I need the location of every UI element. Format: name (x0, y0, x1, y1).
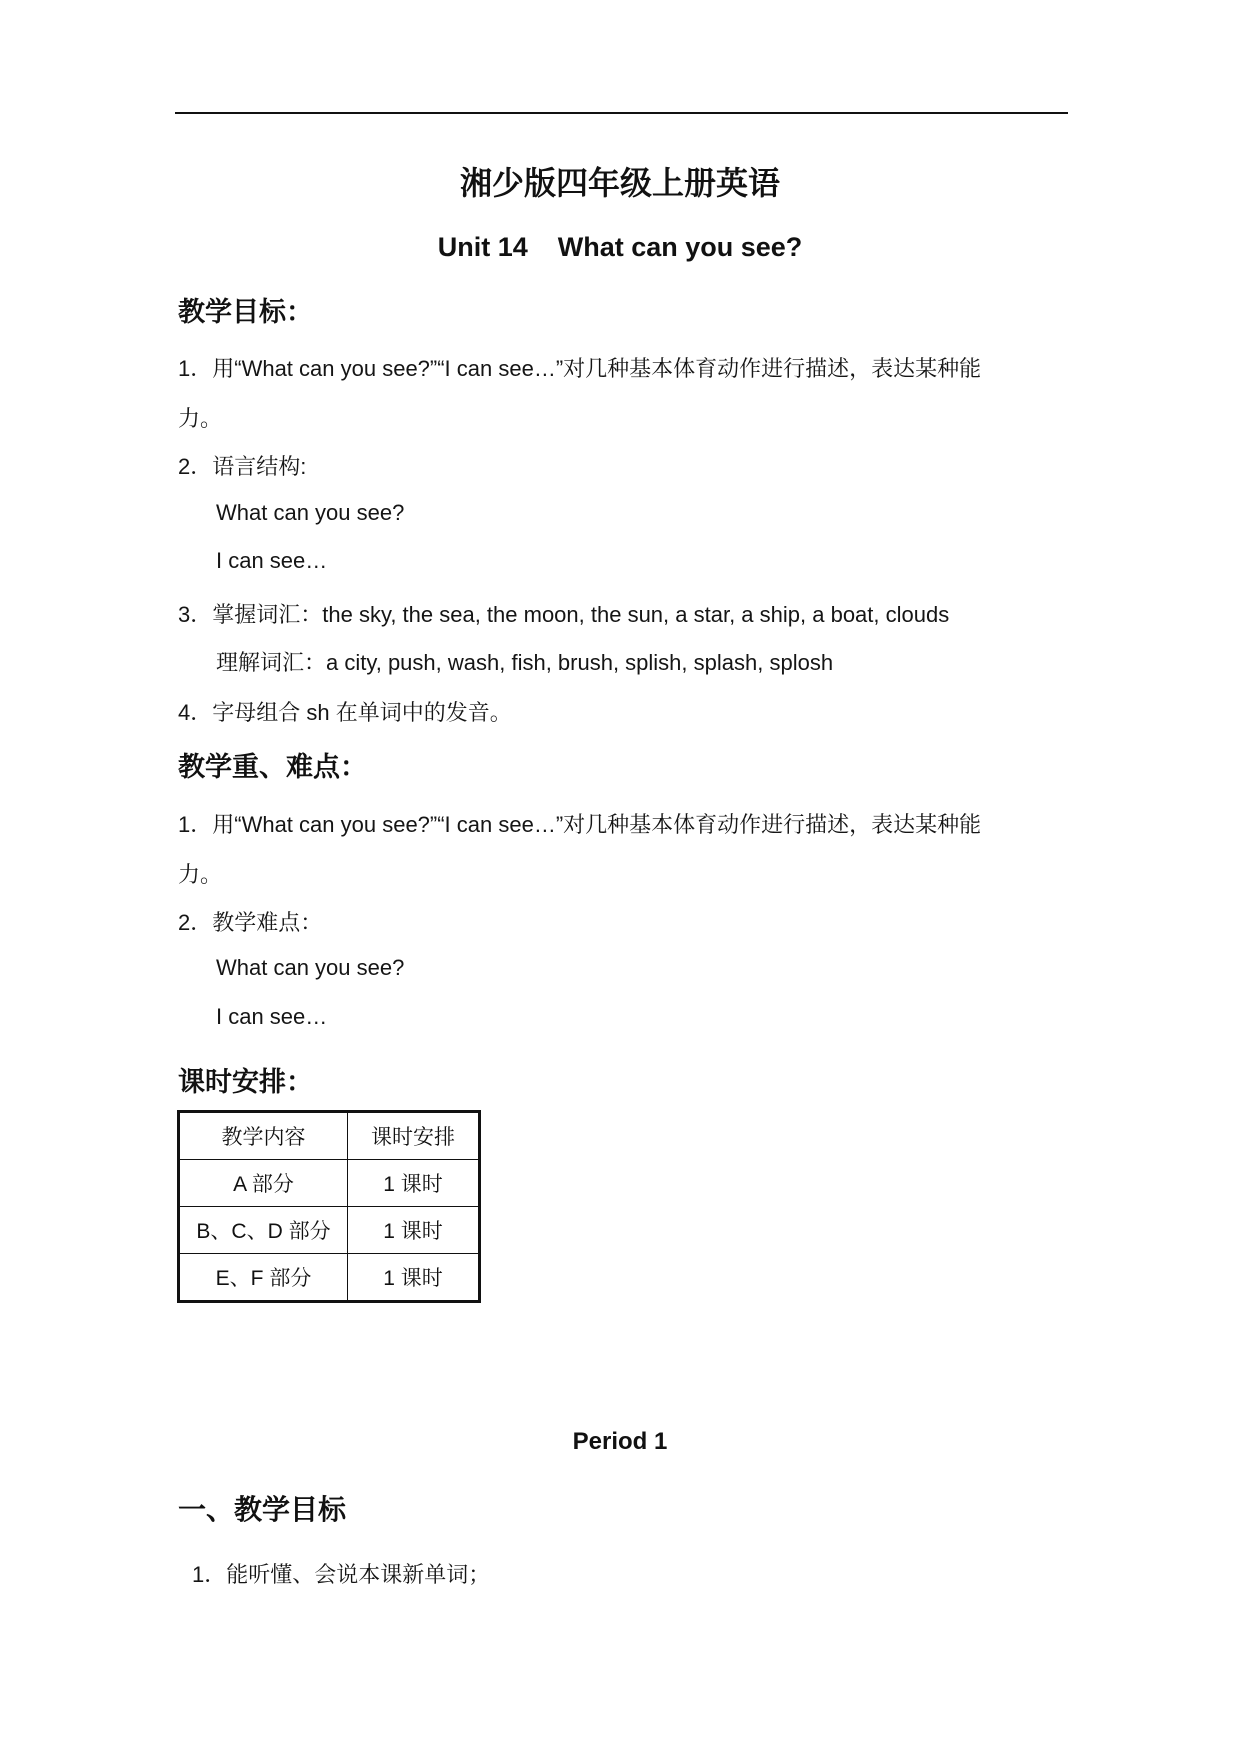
period-item-1: 1．能听懂、会说本课新单词； (192, 1562, 491, 1587)
key-points-heading: 教学重、难点： (178, 752, 367, 783)
header-rule (175, 112, 1068, 114)
key-point-item-1 (178, 808, 981, 839)
schedule-table (177, 1110, 481, 1303)
table-cell: A 部分 (179, 1160, 348, 1207)
key-point-item-2-sub1: What can you see? (216, 955, 405, 980)
unit-number: Unit 14 (437, 232, 528, 262)
unit-heading (0, 232, 1240, 263)
table-row (179, 1160, 480, 1207)
objective-item-4 (178, 696, 512, 727)
objective-item-2 (178, 450, 306, 481)
objective-item-1-text: 用“What can you see?”“I can see…”对几种基本体育动作进行描述，表达某种能 (212, 356, 982, 381)
table-header-cell: 课时安排 (348, 1112, 480, 1160)
key-point-item-2-sub2: I can see… (216, 1004, 328, 1029)
objective-item-1-cont: 力。 (178, 406, 223, 431)
objective-item-3-text: 掌握词汇：the sky, the sea, the moon, the sun, a star, a ship, a boat, clouds (212, 602, 950, 627)
objective-item-1 (178, 352, 981, 383)
objective-item-2-sub1: What can you see? (216, 500, 405, 525)
period-title: Period 1 (572, 1428, 668, 1455)
table-cell: 1 课时 (348, 1254, 480, 1302)
key-point-item-1-num: 1． (178, 812, 213, 837)
key-point-item-2-num: 2． (178, 910, 213, 935)
unit-title: What can you see? (557, 232, 803, 262)
table-header-cell: 教学内容 (179, 1112, 348, 1160)
table-cell: E、F 部分 (179, 1254, 348, 1302)
objective-item-2-num: 2． (178, 454, 213, 479)
objectives-heading: 教学目标： (178, 297, 313, 328)
key-point-item-1-cont: 力。 (178, 862, 223, 887)
objective-item-4-num: 4． (178, 700, 213, 725)
table-cell: B、C、D 部分 (179, 1207, 348, 1254)
objective-item-4-text: 字母组合 sh 在单词中的发音。 (212, 700, 512, 725)
table-header-row (179, 1112, 480, 1160)
objective-item-1-num: 1． (178, 356, 213, 381)
objective-item-3-sub: 理解词汇：a city, push, wash, fish, brush, splish, splash, splosh (216, 650, 834, 675)
table-row (179, 1207, 480, 1254)
objective-item-2-sub2: I can see… (216, 548, 328, 573)
schedule-heading: 课时安排： (178, 1067, 313, 1098)
key-point-item-1-text: 用“What can you see?”“I can see…”对几种基本体育动作进行描述，表达某种能 (212, 812, 982, 837)
period-section-heading: 一、教学目标 (178, 1493, 347, 1526)
key-point-item-2-text: 教学难点： (212, 910, 323, 935)
objective-item-3-num: 3． (178, 602, 213, 627)
objective-item-2-text: 语言结构: (212, 454, 307, 479)
objective-item-3 (178, 598, 949, 629)
key-point-item-2 (178, 906, 322, 937)
table-row (179, 1254, 480, 1302)
table-cell: 1 课时 (348, 1207, 480, 1254)
table-cell: 1 课时 (348, 1160, 480, 1207)
document-title: 湘少版四年级上册英语 (459, 164, 780, 202)
